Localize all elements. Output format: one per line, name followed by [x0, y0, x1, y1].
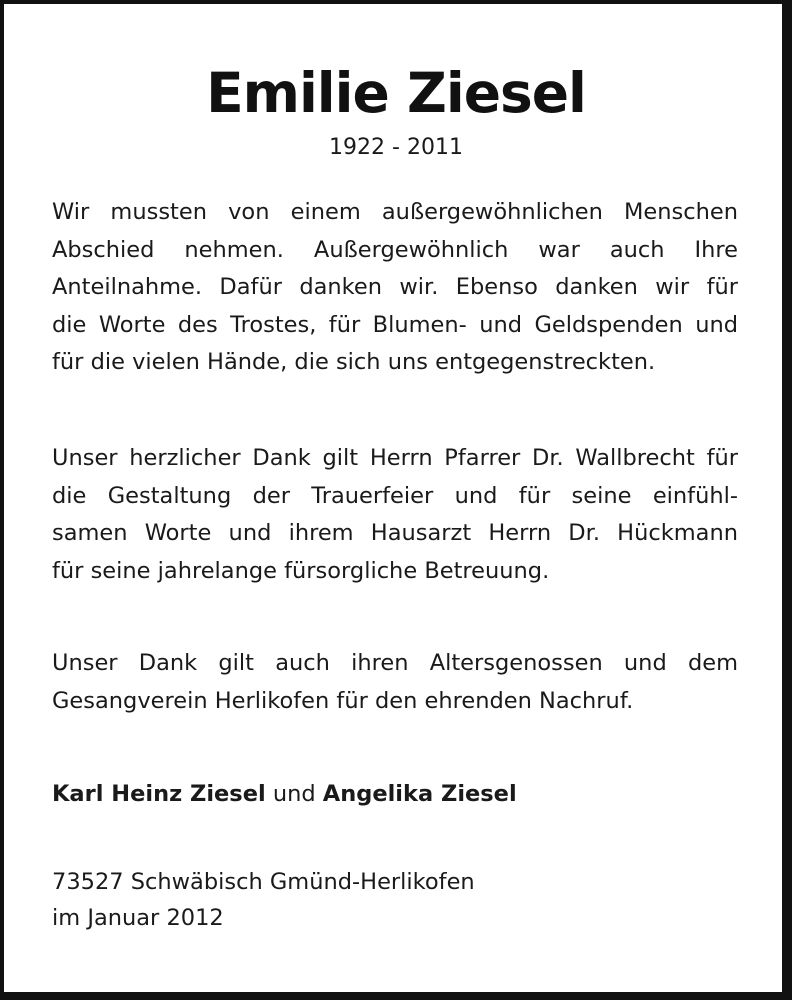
paragraph-line: samen Worte und ihrem Hausarzt Herrn Dr. Hückmann — [52, 520, 738, 546]
paragraph-line: Anteilnahme. Dafür danken wir. Ebenso danken wir für — [52, 274, 738, 300]
paragraph-line: die Worte des Trostes, für Blumen- und Geldspenden und — [52, 311, 738, 338]
thanks-paragraph-3 — [52, 645, 738, 720]
paragraph-line: für seine jahrelange fürsorgliche Betreuung. — [52, 557, 550, 584]
paragraph-line: Abschied nehmen. Außergewöhnlich war auch Ihre — [52, 236, 738, 263]
thanks-paragraph-2 — [52, 440, 738, 590]
paragraph-line: Gesangverein Herlikofen für den ehrenden Nachruf. — [52, 687, 634, 714]
paragraph-line: die Gestaltung der Trauerfeier und für seine einfühl- — [52, 482, 738, 509]
paragraph-line: Unser Dank gilt auch ihren Altersgenossen und dem — [52, 650, 738, 676]
paragraph-line: Unser herzlicher Dank gilt Herrn Pfarrer Dr. Wallbrecht für — [52, 445, 738, 471]
location-block — [52, 864, 475, 936]
paragraph-line: für die vielen Hände, die sich uns entgegenstreckten. — [52, 349, 656, 375]
location: 73527 Schwäbisch Gmünd-Herlikofen — [52, 869, 475, 895]
signatory-2: Angelika Ziesel — [322, 781, 517, 807]
thanks-paragraph-1 — [52, 194, 738, 382]
signatory-connector: und — [272, 781, 316, 807]
paragraph-line: Wir mussten von einem außergewöhnlichen Menschen — [52, 199, 738, 225]
notice-date: im Januar 2012 — [52, 905, 224, 931]
deceased-name: Emilie Ziesel — [206, 61, 586, 125]
signatory-1: Karl Heinz Ziesel — [52, 781, 266, 807]
life-dates: 1922 - 2011 — [329, 135, 463, 160]
signatories — [52, 778, 517, 810]
